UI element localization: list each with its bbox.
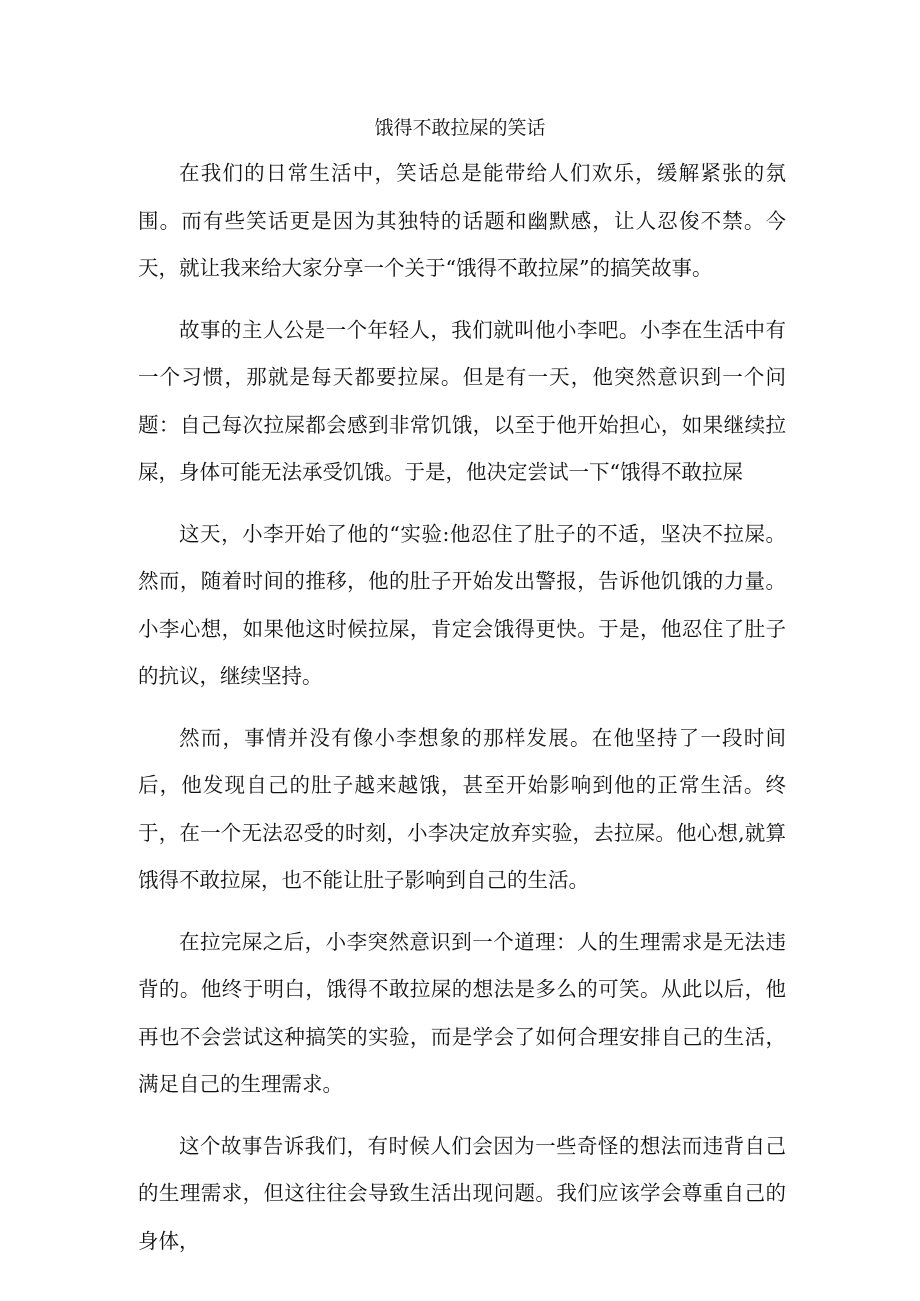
document-title: 饿得不敢拉屎的笑话 (374, 117, 546, 139)
paragraph-4: 然而，事情并没有像小李想象的那样发展。在他坚持了一段时间后，他发现自己的肚子越来越饿，甚至开始影响到他的正常生活。终于，在一个无法忍受的时刻，小李决定放弃实验，去拉屎。他心想,就算饿得不敢拉屎，也不能让肚子影响到自己的生活。 (138, 725, 786, 892)
paragraph-3: 这天，小李开始了他的“实验:他忍住了肚子的不适，坚决不拉屎。然而，随着时间的推移，他的肚子开始发出警报，告诉他饥饿的力量。小李心想，如果他这时候拉屎，肯定会饿得更快。于是，他忍住了肚子的抗议，继续坚持。 (138, 521, 786, 688)
paragraph-6: 这个故事告诉我们，有时候人们会因为一些奇怪的想法而违背自己的生理需求，但这往往会导致生活出现问题。我们应该学会尊重自己的身体， (138, 1133, 786, 1253)
document-body (138, 150, 786, 1279)
paragraph-1: 在我们的日常生活中，笑话总是能带给人们欢乐，缓解紧张的氛围。而有些笑话更是因为其独特的话题和幽默感，让人忍俊不禁。今天，就让我来给大家分享一个关于“饿得不敢拉屎”的搞笑故事。 (138, 161, 786, 280)
paragraph-5: 在拉完屎之后，小李突然意识到一个道理：人的生理需求是无法违背的。他终于明白，饿得不敢拉屎的想法是多么的可笑。从此以后，他再也不会尝试这种搞笑的实验，而是学会了如何合理安排自己的生活，满足自己的生理需求。 (138, 929, 786, 1096)
paragraph-2: 故事的主人公是一个年轻人，我们就叫他小李吧。小李在生活中有一个习惯，那就是每天都要拉屎。但是有一天，他突然意识到一个问题：自己每次拉屎都会感到非常饥饿，以至于他开始担心，如果继续拉屎，身体可能无法承受饥饿。于是，他决定尝试一下“饿得不敢拉屎 (138, 317, 786, 484)
